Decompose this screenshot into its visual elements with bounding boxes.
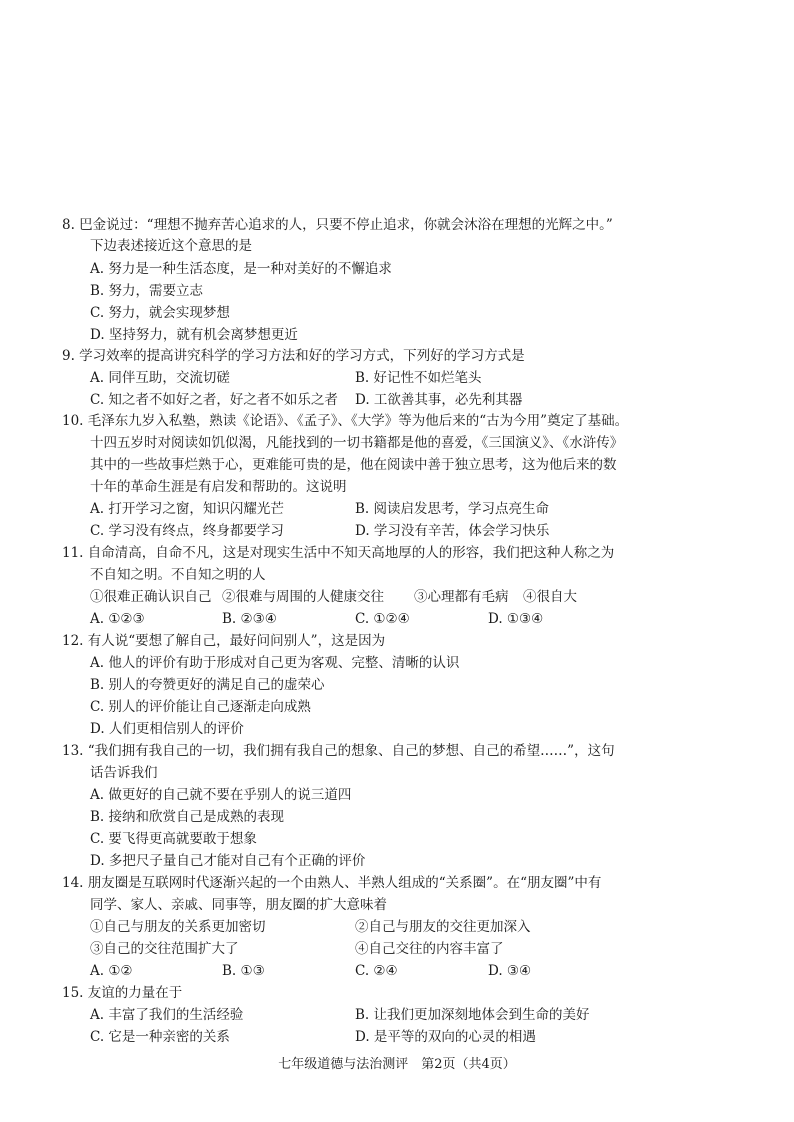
option-b: B. ②③④ xyxy=(222,611,277,627)
option-a: A. ①② xyxy=(90,963,133,979)
page-footer: 七年级道德与法治测评 第2页（共4页） xyxy=(278,1057,516,1072)
question-stem: 9. 学习效率的提高讲究科学的学习方法和好的学习方式，下列好的学习方式是 xyxy=(62,348,525,364)
option-c: C. 它是一种亲密的关系 xyxy=(90,1029,230,1045)
option-c: C. 别人的评价能让自己逐渐走向成熟 xyxy=(90,699,311,715)
option-a: A. 丰富了我们的生活经验 xyxy=(90,1007,244,1023)
option-a: A. 同伴互助，交流切磋 xyxy=(90,370,230,386)
statement-3: ③心理都有毛病 xyxy=(414,589,509,605)
option-b: B. 好记性不如烂笔头 xyxy=(355,370,482,386)
option-a: A. 打开学习之窗，知识闪耀光芒 xyxy=(90,501,284,517)
option-c: C. 知之者不如好之者，好之者不如乐之者 xyxy=(90,392,338,408)
option-c: C. 学习没有终点，终身都要学习 xyxy=(90,523,284,539)
question-stem: 12. 有人说“要想了解自己，最好问问别人”，这是因为 xyxy=(62,633,386,649)
question-stem: 十四五岁时对阅读如饥似渴，凡能找到的一切书籍都是他的喜爱，《三国演义》、《水浒传》 xyxy=(90,435,624,451)
option-d: D. 工欲善其事，必先利其器 xyxy=(355,392,523,408)
statement-1: ①自己与朋友的关系更加密切 xyxy=(90,919,266,935)
option-c: C. ①②④ xyxy=(355,611,410,627)
option-d: D. 坚持努力，就有机会离梦想更近 xyxy=(90,327,298,343)
statement-4: ④很自大 xyxy=(523,589,577,605)
question-stem: 其中的一些故事烂熟于心，更难能可贵的是，他在阅读中善于独立思考，这为他后来的数 xyxy=(90,457,617,473)
question-stem: 话告诉我们 xyxy=(90,765,158,781)
option-d: D. 是平等的双向的心灵的相遇 xyxy=(355,1029,536,1045)
option-b: B. ①③ xyxy=(222,963,265,979)
statement-4: ④自己交往的内容丰富了 xyxy=(355,941,504,957)
question-stem: 同学、家人、亲戚、同事等，朋友圈的扩大意味着 xyxy=(90,897,387,913)
option-b: B. 别人的夸赞更好的满足自己的虚荣心 xyxy=(90,677,325,693)
option-b: B. 阅读启发思考，学习点亮生命 xyxy=(355,501,550,517)
option-c: C. 努力，就会实现梦想 xyxy=(90,305,230,321)
question-stem: 下边表述接近这个意思的是 xyxy=(90,238,252,254)
option-a: A. ①②③ xyxy=(90,611,145,627)
option-a: A. 做更好的自己就不要在乎别人的说三道四 xyxy=(90,787,352,803)
question-stem: 14. 朋友圈是互联网时代逐渐兴起的一个由熟人、半熟人组成的“关系圈”。在“朋友圈”中有 xyxy=(62,875,602,891)
statement-1: ①很难正确认识自己 xyxy=(90,589,212,605)
option-a: A. 努力是一种生活态度，是一种对美好的不懈追求 xyxy=(90,261,392,277)
option-b: B. 让我们更加深刻地体会到生命的美好 xyxy=(355,1007,590,1023)
question-stem: 十年的革命生涯是有启发和帮助的。这说明 xyxy=(90,479,347,495)
option-d: D. 多把尺子量自己才能对自己有个正确的评价 xyxy=(90,853,366,869)
question-stem: 10. 毛泽东九岁入私塾，熟读《论语》、《孟子》、《大学》等为他后来的“古为今用”奠定了基础。 xyxy=(62,413,629,429)
option-d: D. ①③④ xyxy=(488,611,544,627)
question-stem: 11. 自命清高，自命不凡，这是对现实生活中不知天高地厚的人的形容，我们把这种人称之为 xyxy=(62,545,615,561)
statement-2: ②自己与朋友的交往更加深入 xyxy=(355,919,531,935)
option-d: D. ③④ xyxy=(488,963,532,979)
option-d: D. 人们更相信别人的评价 xyxy=(90,721,244,737)
option-d: D. 学习没有辛苦，体会学习快乐 xyxy=(355,523,550,539)
statement-2: ②很难与周围的人健康交往 xyxy=(222,589,384,605)
statement-3: ③自己的交往范围扩大了 xyxy=(90,941,239,957)
question-stem: 8. 巴金说过：“理想不抛弃苦心追求的人，只要不停止追求，你就会沐浴在理想的光辉之中。” xyxy=(62,217,613,233)
question-stem: 不自知之明。不自知之明的人 xyxy=(90,567,266,583)
option-b: B. 努力，需要立志 xyxy=(90,283,204,299)
option-c: C. ②④ xyxy=(355,963,398,979)
option-b: B. 接纳和欣赏自己是成熟的表现 xyxy=(90,809,285,825)
question-stem: 13. “我们拥有我自己的一切，我们拥有我自己的想象、自己的梦想、自己的希望……”，这句 xyxy=(62,743,615,759)
option-a: A. 他人的评价有助于形成对自己更为客观、完整、清晰的认识 xyxy=(90,655,460,671)
option-c: C. 要飞得更高就要敢于想象 xyxy=(90,831,257,847)
question-stem: 15. 友谊的力量在于 xyxy=(62,985,183,1001)
